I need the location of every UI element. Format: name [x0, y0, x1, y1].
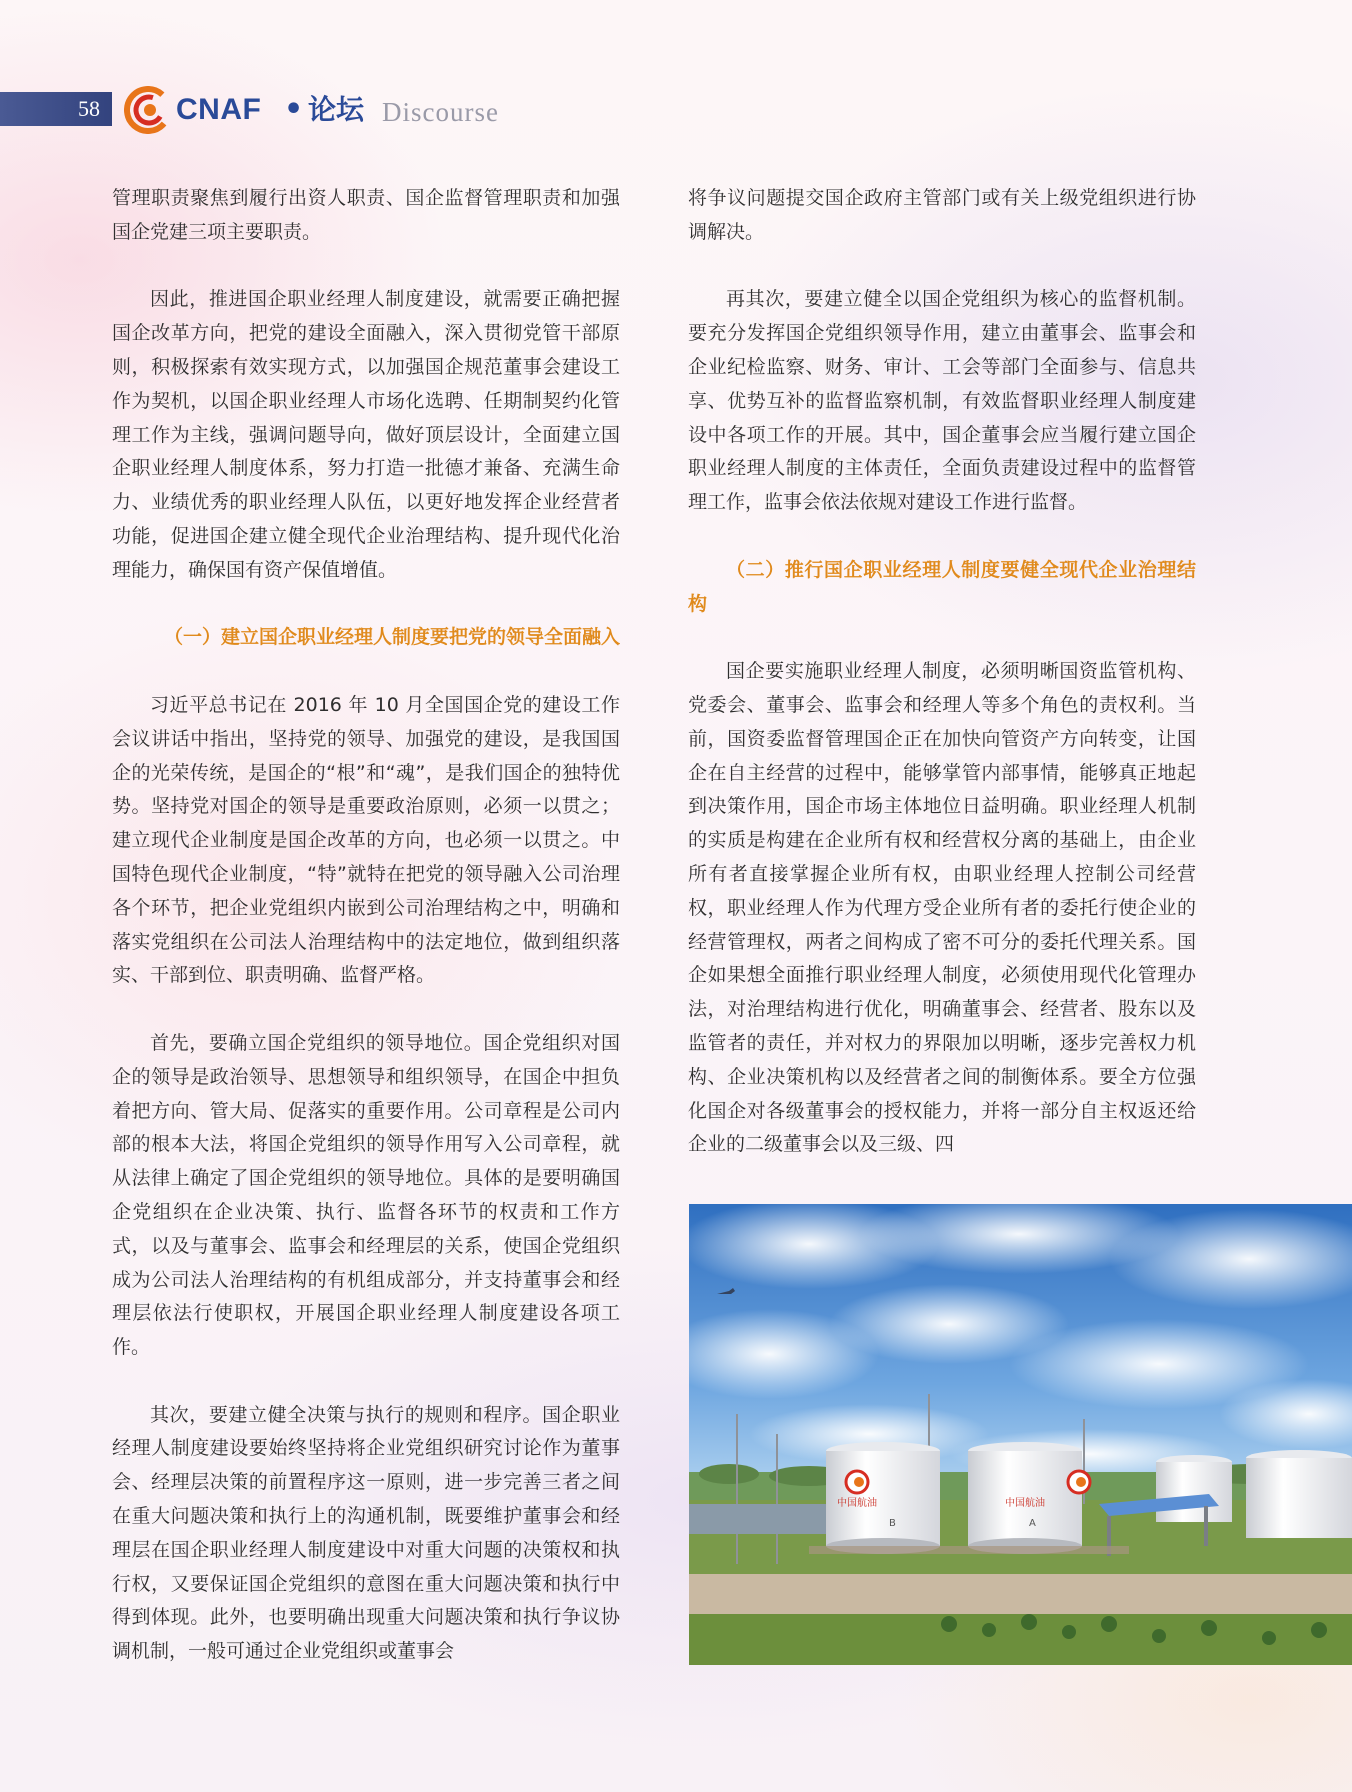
paragraph: 国企要实施职业经理人制度，必须明晰国资监管机构、党委会、董事会、监事会和经理人等多个角色的责权利。当前，国资委监督管理国企正在加快向管资产方向转变，让国企在自主经营的过程中，能够掌管内部事情，能够真正地起到决策作用，国企市场主体地位日益明确。职业经理人机制的实质是构建在企业所有权和经营权分离的基础上，由企业所有者直接掌握企业所有权，由职业经理人控制公司经营权，职业经理人作为代理方受企业所有者的委托行使企业的经营管理权，两者之间构成了密不可分的委托代理关系。国企如果想全面推行职业经理人制度，必须使用现代化管理办法，对治理结构进行优化，明确董事会、经营者、股东以及监管者的责任，并对权力的界限加以明晰，逐步完善权力机构、企业决策机构以及经营者之间的制衡体系。要全方位强化国企对各级董事会的授权能力，并将一部分自主权返还给企业的二级董事会以及三级、四 [688, 660, 1196, 1156]
section-title-english: Discourse [382, 97, 499, 127]
tank-label: 中国航油 [837, 1498, 877, 1509]
fuel-depot-photo [689, 1204, 1352, 1665]
paragraph: 首先，要确立国企党组织的领导地位。国企党组织对国企的领导是政治领导、思想领导和组织领导，在国企中担负着把方向、管大局、促落实的重要作用。公司章程是公司内部的根本大法，将国企党组织的领导作用写入公司章程，就从法律上确定了国企党组织的领导地位。具体的是要明确国企党组织在企业决策、执行、监督各环节的权责和工作方式，以及与董事会、监事会和经理层的关系，使国企党组织成为公司法人治理结构的有机组成部分，并支持董事会和经理层依法行使职权，开展国企职业经理人制度建设各项工作。 [112, 1031, 620, 1359]
tank-letter: A [1029, 1518, 1036, 1529]
pipework [689, 1504, 839, 1534]
clouds [689, 1204, 1352, 1479]
paragraph: 将争议问题提交国企政府主管部门或有关上级党组织进行协调解决。 [688, 187, 1196, 243]
section-title: 论坛 [308, 93, 365, 126]
paragraph: 其次，要建立健全决策与执行的规则和程序。国企职业经理人制度建设要始终坚持将企业党组织研究讨论作为董事会、经理层决策的前置程序这一原则，进一步完善三者之间在重大问题决策和执行上的沟通机制，既要维护董事会和经理层在国企职业经理人制度建设中对重大问题的决策权和执行权，又要保证国企党组织的意图在重大问题决策和执行中得到体现。此外，也要明确出现重大问题决策和执行争议协调机制，一般可通过企业党组织或董事会 [112, 1403, 620, 1663]
road [689, 1574, 1352, 1614]
brand-separator: • [284, 92, 304, 127]
fuel-depot-illustration [689, 1204, 1352, 1665]
paragraph: 因此，推进国企职业经理人制度建设，就需要正确把握国企改革方向，把党的建设全面融入，深入贯彻党管干部原则，积极探索有效实现方式，以加强国企规范董事会建设工作为契机，以国企职业经理人市场化选聘、任期制契约化管理工作为主线，强调问题导向，做好顶层设计，全面建立国企职业经理人制度体系，努力打造一批德才兼备、充满生命力、业绩优秀的职业经理人队伍，以更好地发挥企业经营者功能，促进国企建立健全现代企业治理结构、提升现代化治理能力，确保国有资产保值增值。 [112, 288, 620, 581]
right-text-column [688, 182, 1196, 1162]
tank-letter: B [889, 1518, 896, 1529]
paragraph: 管理职责聚焦到履行出资人职责、国企监督管理职责和加强国企党建三项主要职责。 [112, 187, 620, 243]
section-heading: （一）建立国企职业经理人制度要把党的领导全面融入 [163, 626, 620, 649]
paragraph: 习近平总书记在 2016 年 10 月全国国企党的建设工作会议讲话中指出，坚持党的领导、加强党的建设，是我国国企的光荣传统，是国企的“根”和“魂”，是我们国企的独特优势。坚持党对国企的领导是重要政治原则，必须一以贯之；建立现代企业制度是国企改革的方向，也必须一以贯之。中国特色现代企业制度，“特”就特在把党的领导融入公司治理各个环节，把企业党组织内嵌到公司治理结构之中，明确和落实党组织在公司法人治理结构中的法定地位，做到组织落实、干部到位、职责明确、监督严格。 [112, 693, 620, 987]
storage-tank [968, 1442, 1090, 1554]
page-number: 58 [78, 96, 100, 121]
cnaf-logo-icon [124, 86, 172, 134]
paragraph: 再其次，要建立健全以国企党组织为核心的监督机制。要充分发挥国企党组织领导作用，建立由董事会、监事会和企业纪检监察、财务、审计、工会等部门全面参与、信息共享、优势互补的监督监察机制，有效监督职业经理人制度建设中各项工作的开展。其中，国企董事会应当履行建立国企职业经理人制度的主体责任，全面负责建设过程中的监督管理工作，监事会依法依规对建设工作进行监督。 [688, 288, 1196, 514]
left-text-column [112, 182, 620, 1669]
tank-label: 中国航油 [1005, 1498, 1045, 1509]
brand-name: CNAF [176, 93, 262, 126]
storage-tank [826, 1442, 940, 1554]
section-heading: （二）推行国企职业经理人制度要健全现代企业治理结构 [688, 558, 1196, 615]
